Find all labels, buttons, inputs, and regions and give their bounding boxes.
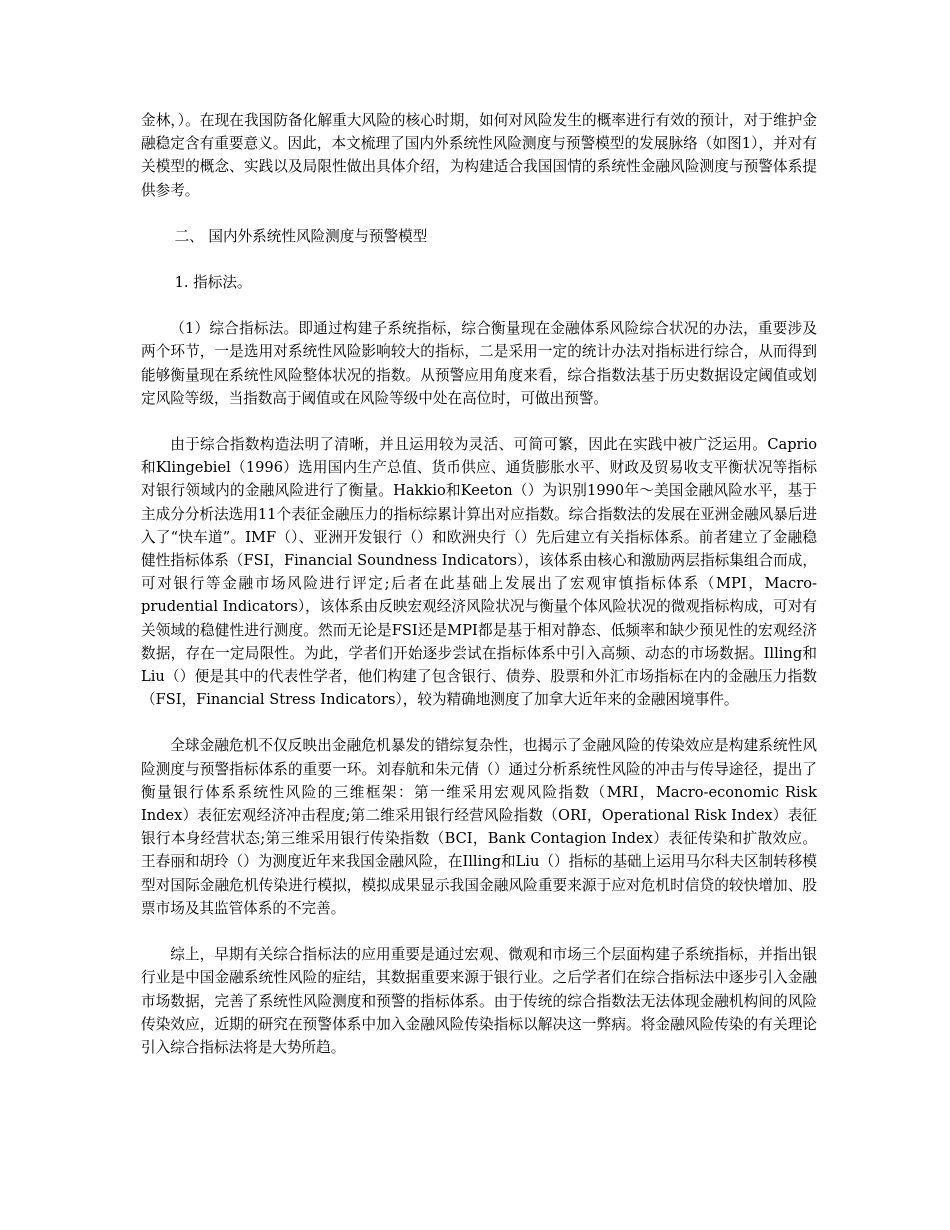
contagion-paragraph: 全球金融危机不仅反映出金融危机暴发的错综复杂性，也揭示了金融风险的传染效应是构建系统性风险测度与预警指标体系的重要一环。刘春航和朱元倩（）通过分析系统性风险的冲击与传导途径，提出了衡量银行体系系统性风险的三维框架：第一维采用宏观风险指数（MRI，Macro-economic Risk Index）表征宏观经济冲击程度;第二维采用银行经营风险指数（ORI，Operational Risk Index）表征银行本身经营状态;第三维采用银行传染指数（BCI，Bank Contagion Index）表征传染和扩散效应。王春丽和胡玲（）为测度近年来我国金融风险，在Illing和Liu（）指标的基础上运用马尔科夫区制转移模型对国际金融危机传染进行模拟，模拟成果显示我国金融风险重要来源于应对危机时信贷的较快增加、股票市场及其监管体系的不完善。 (141, 737, 817, 917)
literature-review-paragraph: 由于综合指数构造法明了清晰，并且运用较为灵活、可简可繁，因此在实践中被广泛运用。Caprio和Klingebiel（1996）选用国内生产总值、货币供应、通货膨胀水平、财政及贸易收支平衡状况等指标对银行领域内的金融风险进行了衡量。Hakkio和Keeton（）为识别1990年～美国金融风险水平，基于主成分分析法选用11个表征金融压力的指标综累计算出对应指数。综合指数法的发展在亚洲金融风暴后进入了“快车道”。IMF（）、亚洲开发银行（）和欧洲央行（）先后建立有关指标体系。前者建立了金融稳健性指标体系（FSI，Financial Soundness Indicators），该体系由核心和激励两层指标集组合而成，可对银行等金融市场风险进行评定;后者在此基础上发展出了宏观审慎指标体系（MPI，Macro-prudential Indicators），该体系由反映宏观经济风险状况与衡量个体风险状况的微观指标构成，可对有关领域的稳健性进行测度。然而无论是FSI还是MPI都是基于相对静态、低频率和缺少预见性的宏观经济数据，存在一定局限性。为此，学者们开始逐步尝试在指标体系中引入高频、动态的市场数据。Illing和Liu（）便是其中的代表性学者，他们构建了包含银行、债券、股票和外汇市场指标在内的金融压力指数（FSI，Financial Stress Indicators），较为精确地测度了加拿大近年来的金融困境事件。 (141, 436, 817, 709)
section-heading: 二、 国内外系统性风险测度与预警模型 (174, 227, 428, 245)
summary-paragraph: 综上，早期有关综合指标法的应用重要是通过宏观、微观和市场三个层面构建子系统指标，并指出银行业是中国金融系统性风险的症结，其数据重要来源于银行业。之后学者们在综合指标法中逐步引入金融市场数据，完善了系统性风险测度和预警的指标体系。由于传统的综合指数法无法体现金融机构间的风险传染效应，近期的研究在预警体系中加入金融风险传染指标以解决这一弊病。将金融风险传染的有关理论引入综合指标法将是大势所趋。 (141, 946, 817, 1056)
intro-paragraph: 金林，）。在现在我国防备化解重大风险的核心时期，如何对风险发生的概率进行有效的预计，对于维护金融稳定含有重要意义。因此，本文梳理了国内外系统性风险测度与预警模型的发展脉络（如图1），并对有关模型的概念、实践以及局限性做出具体介绍，为构建适合我国国情的系统性金融风险测度与预警体系提供参考。 (141, 112, 817, 199)
subsection-heading: 1. 指标法。 (174, 274, 252, 292)
document-body (141, 109, 817, 1082)
composite-index-paragraph: （1）综合指标法。即通过构建子系统指标，综合衡量现在金融体系风险综合状况的办法，重要涉及两个环节，一是选用对系统性风险影响较大的指标，二是采用一定的统计办法对指标进行综合，从而得到能够衡量现在系统性风险整体状况的指数。从预警应用角度来看，综合指数法基于历史数据设定阈值或划定风险等级，当指数高于阈值或在风险等级中处在高位时，可做出预警。 (141, 320, 817, 407)
